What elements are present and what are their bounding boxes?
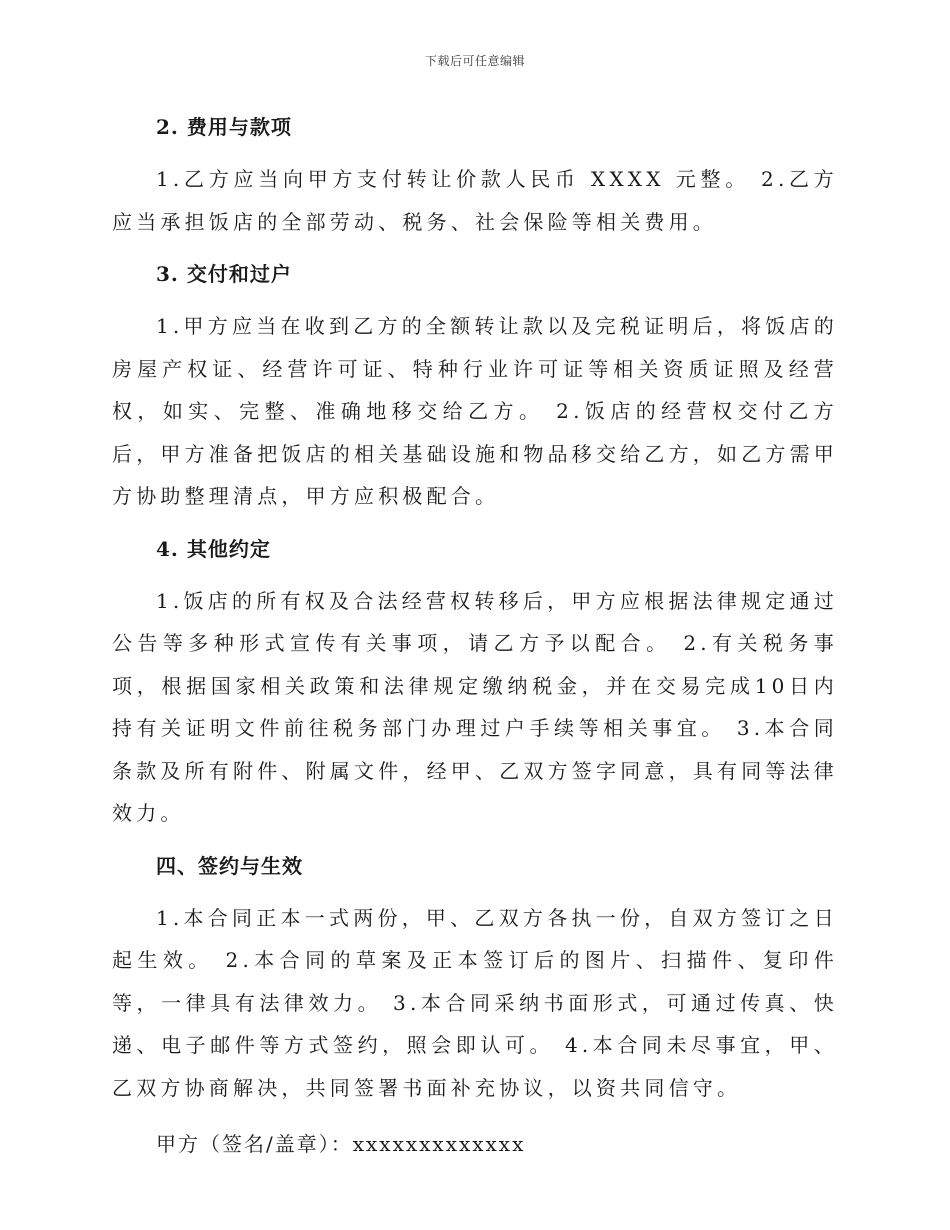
section-paragraph-signing: 1.本合同正本一式两份，甲、乙双方各执一份，自双方签订之日起生效。 2.本合同的草案及正本签订后的图片、扫描件、复印件等，一律具有法律效力。 3.本合同采纳书面形式，可通过传真、快递、电子邮件等方式签约，照会即认可。 4.本合同未尽事宜，甲、乙双方协商解决，共同签署书面补充协议，以资共同信守。 [112,905,838,1100]
signature-party-a: 甲方（签名/盖章）：xxxxxxxxxxxxx [156,1132,526,1156]
section-heading-delivery: 3. 交付和过户 [156,262,292,286]
section-paragraph-delivery: 1.甲方应当在收到乙方的全额转让款以及完税证明后，将饭店的房屋产权证、经营许可证、特种行业许可证等相关资质证照及经营权，如实、完整、准确地移交给乙方。 2.饭店的经营权交付乙方后，甲方准备把饭店的相关基础设施和物品移交给乙方，如乙方需甲方协助整理清点，甲方应积极配合。 [112,314,838,508]
document-body [112,110,838,1165]
section-heading-fees: 2. 费用与款项 [156,115,292,139]
section-heading-other: 4. 其他约定 [156,536,271,561]
section-heading-signing: 四、签约与生效 [156,853,303,878]
header-note: 下载后可任意编辑 [424,54,525,68]
section-paragraph-fees: 1.乙方应当向甲方支付转让价款人民币 XXXX 元整。 2.乙方应当承担饭店的全部劳动、税务、社会保险等相关费用。 [112,167,838,234]
section-paragraph-other: 1.饭店的所有权及合法经营权转移后，甲方应根据法律规定通过公告等多种形式宣传有关事项，请乙方予以配合。 2.有关税务事项，根据国家相关政策和法律规定缴纳税金，并在交易完成10日内持有关证明文件前往税务部门办理过户手续等相关事宜。 3.本合同条款及所有附件、附属文件，经甲、乙双方签字同意，具有同等法律效力。 [112,588,838,825]
